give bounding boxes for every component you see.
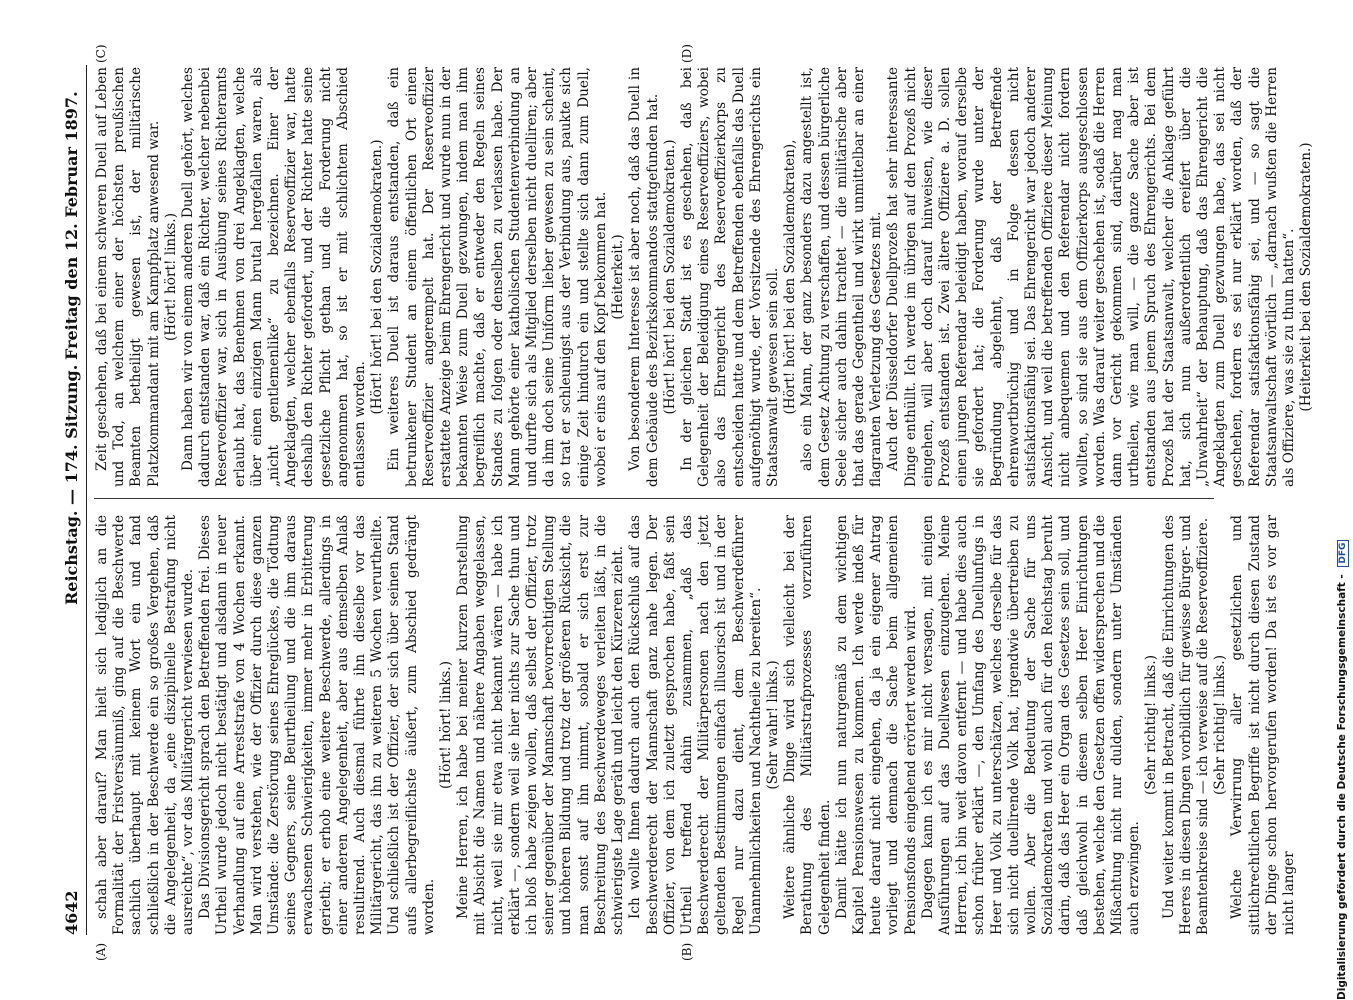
interjection: (Heiterkeit.) xyxy=(610,234,627,320)
interjection: (Hört! hört! links.) xyxy=(162,212,179,342)
header-rule xyxy=(86,65,87,935)
column-left xyxy=(94,515,1298,935)
margin-marker-a: (A) xyxy=(94,942,108,961)
interjection: (Sehr wahr! links.) xyxy=(764,660,781,790)
paragraph: Ein weiteres Duell ist daraus entstanden, daß ein betrunkener Student an einem öffentlichen Ort einen Reserveoffizier angerempelt hat. Der Reserveoffizier erstattete Anzeige beim Ehrengericht und wurde nun in der bekannten Weise zum Duell gezwungen, indem man ihm begreiflich machte, daß er entweder den Regeln seines Standes zu folgen oder denselben zu verlassen habe. Der Mann gehörte einer katholischen Studentenverbindung an und durfte sich als Mitglied derselben nicht duelliren; aber da ihm doch seine Uniform lieber gewesen zu sein scheint, so trat er schleunigst aus der Verbindung aus, paukte sich einige Zeit hindurch ein und stellte sich dann zum Duell, wobei er eins auf den Kopf bekommen hat. xyxy=(386,67,609,487)
interjection: (Hört! hört! bei den Sozialdemokraten.) xyxy=(369,139,386,415)
paragraph: Weitere ähnliche Dinge wird sich vielleicht bei der Berathung des Militärstrafprozesses vorzuführen Gelegenheit finden. xyxy=(782,515,833,935)
digitization-credit xyxy=(1336,10,1352,1000)
rotated-page-content xyxy=(60,44,1315,961)
paragraph: Von besonderem Interesse ist aber noch, daß das Duell in dem Gebäude des Bezirkskommandos stattgefunden hat. xyxy=(627,67,661,487)
dfg-logo: DFG xyxy=(1337,540,1349,567)
paragraph: Und weiter kommt in Betracht, daß die Einrichtungen des Heeres in diesen Dingen vorbildlich für gewisse Bürger- und Beamtenkreise sind — ich verweise auf die Reserveoffiziere. xyxy=(1160,515,1211,935)
paragraph: In der gleichen Stadt ist es geschehen, daß bei Gelegenheit der Beleidigung eines Reserveoffiziers, wobei also das Ehrengericht des Reserveoffizierkorps zu entscheiden hatte und dem Betreffenden ebenfalls das Duell aufgenöthigt wurde, der Vorsitzende des Ehrengerichts ein Staatsanwalt gewesen sein soll. xyxy=(678,67,781,487)
paragraph: Meine Herren, ich habe bei meiner kurzen Darstellung mit Absicht die Namen und nähere Angaben weggelassen, nicht, weil sie mir etwa nicht bekannt wären — habe ich erklärt —, sondern weil sie hier nichts zur Sache thun und ich bloß habe zeigen wollen, daß selbst der Offizier, trotz seiner gegenüber der Mannschaft bevorrechtigten Stellung und höheren Bildung und trotz der größeren Rücksicht, die man sonst auf ihn nimmt, sobald er sich erst zur Beschreitung des Beschwerdeweges verleiten läßt, in die schwierigste Lage geräth und leicht den Kürzeren zieht. xyxy=(455,515,627,935)
paragraph: Das Divisionsgericht sprach den Betreffenden frei. Dieses Urtheil wurde jedoch nicht bestätigt und alsdann in neuer Verhandlung auf eine Arreststrafe von 4 Wochen erkannt. Man wird verstehen, wie der Offizier durch diese ganzen Umstände: die Zerstörung seines Ehreglückes, die Tödtung seines Gegners, seine Beurtheilung und die ihm daraus erwachsenen Schwierigkeiten, immer mehr in Erbitterung gerieth; er erhob eine weitere Beschwerde, allerdings in einer anderen Angelegenheit, aber aus demselben Anlaß resultirend. Auch diesmal führte ihn dieselbe vor das Militärgericht, das ihn zu weiteren 5 Wochen verurtheilte. Und schließlich ist der Offizier, der sich über seinen Stand aufs allerbegreiflichste äußert, zum Abschied gedrängt worden. xyxy=(197,515,437,935)
margin-marker-c: (C) xyxy=(94,44,108,63)
paragraph: Dann haben wir von einem anderen Duell gehört, welches dadurch entstanden war, daß ein Richter, welcher nebenbei Reserveoffizier war, sich in Ausübung seines Richteramts erlaubt hat, das Benehmen von drei Angeklagten, welche über einen einzigen Mann brutal hergefallen waren, als „nicht gentlemenlike“ zu bezeichnen. Einer der Angeklagten, welcher ebenfalls Reserveoffizier war, hatte deshalb den Richter gefordert, und der Richter hatte seine gesetzliche Pflicht gethan und die Forderung nicht angenommen hat, so ist er mit schlichtem Abschied entlassen worden. xyxy=(180,67,369,487)
interjection: (Heiterkeit bei den Sozialdemokraten.) xyxy=(1298,142,1315,412)
paragraph: Welche Verwirrung aller gesetzlichen und sittlichrechtlichen Begriffe ist nicht durch diesen Zustand der Dinge schon hervorgerufen worden! Da ist es vor gar nicht langer xyxy=(1229,515,1298,935)
page-header xyxy=(60,65,86,935)
column-right xyxy=(94,67,1315,487)
paragraph: Dagegen kann ich es mir nicht versagen, mit einigen Ausführungen auf das Duellwesen einzugehen. Meine Herren, ich bin weit davon entfernt — und habe dies auch schon früher erklärt —, den Umfang des Duellunfugs in Heer und Volk zu unterschätzen, welches derselbe für das sich nicht duellirende Volk hat, irgendwie übertreiben zu wollen. Aber die Bedeutung der Sache für uns Sozialdemokraten und wohl auch für den Reichstag beruht darin, daß das Heer ein Organ des Gesetzes sein soll, und daß gleichwohl in diesem selben Heer Einrichtungen bestehen, welche den Gesetzen offen widersprechen und die Mißachtung nicht nur dulden, sondern unter Umständen auch erzwingen. xyxy=(919,515,1143,935)
paragraph: Damit hätte ich nun naturgemäß zu dem wichtigen Kapitel Pensionswesen zu kommen. Ich werde indeß für heute darauf nicht eingehen, da ja ein eigener Antrag vorliegt und demnach die Sache beim allgemeinen Pensionsfonds eingehend erörtert werden wird. xyxy=(833,515,919,935)
credit-text: Digitalisierung gefördert durch die Deutsche Forschungsgemeinschaft - xyxy=(1336,574,1348,1000)
paragraph: Zeit geschehen, daß bei einem schweren Duell auf Leben und Tod, an welchem einer der höchsten preußischen Beamten betheiligt gewesen ist, der militärische Platzkommandant mit am Kampfplatz anwesend war. xyxy=(94,67,162,487)
interjection: (Hört! hört! links.) xyxy=(438,660,455,790)
paragraph: Ich wollte Ihnen dadurch auch den Rückschluß auf das Beschwerderecht der Mannschaft ganz nahe legen. Der Offizier, von dem ich zuletzt gesprochen habe, faßt sein Urtheil treffend dahin zusammen, „daß das Beschwerderecht der Militärpersonen nach den jetzt geltenden Bestimmungen einfach illusorisch ist und in der Regel nur dazu dient, dem Beschwerdeführer Unannehmlichkeiten und Nachtheile zu bereiten“. xyxy=(627,515,764,935)
interjection: (Hört! hört! bei den Sozialdemokraten.) xyxy=(661,139,678,415)
margin-marker-d: (D) xyxy=(680,44,694,63)
page-number: 4642 xyxy=(62,890,81,935)
paragraph: Auch der Düsseldorfer Duellprozeß hat sehr interessante Dinge enthüllt. Ich werde im übrigen auf den Prozeß nicht eingehen, will aber doch darauf hinweisen, wie dieser Prozeß entstanden ist. Zwei ältere Offiziere a. D. sollen einen jungen Referendar beleidigt haben, worauf derselbe sie gefordert hat; die Forderung wurde unter der Begründung abgelehnt, daß der Betreffende ehrenwortbrüchig und in Folge dessen nicht satisfaktionsfähig sei. Das Ehrengericht war jedoch anderer Ansicht, und weil die betreffenden Offiziere dieser Meinung nicht anbequemen und den Referendar nicht fordern wollten, so sind sie aus dem Offizierkorps ausgeschlossen worden. Was darauf weiter geschehen ist, sodaß die Herren dann vor Gericht gekommen sind, darüber mag man urtheilen, wie man will, — die ganze Sache aber ist entstanden aus jenem Spruch des Ehrengerichts. Bei dem Prozeß hat der Staatsanwalt, welcher die Anklage geführt hat, sich nun außerordentlich ereifert über die „Unwahrheit“ der Behauptung, daß das Ehrengericht die Angeklagten zum Duell gezwungen habe, das sei nicht geschehen, fordern es sei nur erklärt worden, daß der Referendar satisfaktionsfähig sei, und — so sagt die Staatsanwaltschaft wörtlich — „darnach wußten die Herren als Offiziere, was sie zu thun hatten“. xyxy=(885,67,1298,487)
column-divider xyxy=(94,498,1214,499)
interjection: (Hört! hört! bei den Sozialdemokraten), xyxy=(782,139,799,415)
interjection: (Sehr richtig! links.) xyxy=(1143,654,1160,796)
session-title: Reichstag. — 174. Sitzung. xyxy=(62,364,81,605)
paragraph: schah aber darauf? Man hielt sich lediglich an die Formalität der Fristversäumniß, ging auf die Beschwerde sachlich überhaupt mit keinem Wort ein und fand schließlich in der Beschwerde ein so großes Vergehen, daß die Angelegenheit, da „eine disziplinelle Bestrafung nicht ausreichte“, vor das Militärgericht verwiesen wurde. xyxy=(94,515,197,935)
session-date: Freitag den 12. Februar 1897. xyxy=(62,91,81,360)
paragraph: also ein Mann, der ganz besonders dazu angestellt ist, dem Gesetz Achtung zu verschaffen, und dessen bürgerliche Seele sicher auch dahin trachtet — die militärische aber that das gerade Gegentheil und wirkt unmittelbar an einer flagranten Verletzung des Gesetzes mit. xyxy=(799,67,885,487)
interjection: (Sehr richtig! links.) xyxy=(1212,654,1229,796)
margin-marker-b: (B) xyxy=(680,942,694,961)
